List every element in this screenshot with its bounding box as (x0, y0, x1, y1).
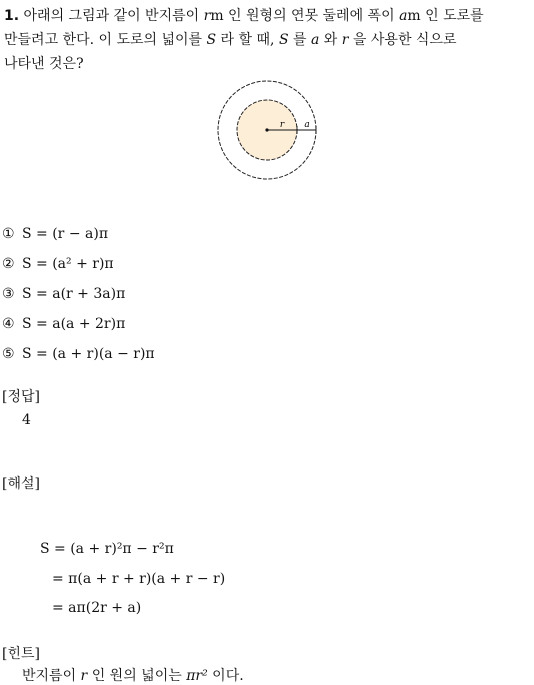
unit-m: m (407, 8, 421, 24)
answer-header: [정답] (2, 389, 40, 405)
hint-text-part: 반지름이 (22, 668, 81, 684)
option-number: ⑤ (2, 346, 15, 362)
option-text: S = a(a + 2r)π (22, 316, 126, 332)
option-number: ① (2, 226, 15, 242)
label-a: a (304, 120, 310, 130)
explanation-line-3: = aπ(2r + a) (52, 600, 142, 616)
explanation-header: [해설] (2, 476, 40, 492)
option-1[interactable] (2, 224, 108, 244)
hint-text-part: 이다. (207, 668, 244, 684)
option-number: ② (2, 256, 15, 272)
question-text-part: 을 사용한 식으로 (348, 32, 457, 48)
hint-formula: πr² (186, 668, 208, 684)
question-line-1 (4, 4, 530, 28)
question-line-3: 나타낸 것은? (4, 56, 84, 72)
question-text-part: 인 원형의 연못 둘레에 폭이 (223, 8, 400, 24)
option-number: ③ (2, 286, 15, 302)
variable-r: r (80, 668, 88, 684)
option-text: S = a(r + 3a)π (22, 286, 126, 302)
option-4[interactable] (2, 314, 125, 334)
hint-text-part: 인 원의 넓이는 (87, 668, 187, 684)
question-text-part: 인 도로를 (420, 8, 484, 24)
option-text: S = (r − a)π (22, 226, 109, 242)
variable-r: r (203, 8, 211, 24)
unit-m: m (210, 8, 224, 24)
option-text: S = (a² + r)π (22, 256, 114, 272)
option-2[interactable] (2, 254, 114, 274)
option-3[interactable] (2, 284, 125, 304)
variable-a: a (310, 32, 320, 48)
option-5[interactable] (2, 344, 155, 364)
question-line-2 (4, 28, 530, 52)
question-number: 1. (4, 8, 20, 24)
variable-S: S (278, 32, 289, 48)
option-number: ④ (2, 316, 15, 332)
question-text (4, 4, 530, 76)
question-text-part: 만들려고 한다. 이 도로의 넓이를 (4, 32, 207, 48)
question-text-part: 와 (319, 32, 342, 48)
hint-text (22, 665, 244, 685)
pond-figure (212, 78, 322, 182)
question-text-part: 라 할 때, (216, 32, 279, 48)
question-text-part: 를 (288, 32, 311, 48)
variable-S: S (206, 32, 217, 48)
explanation-line-1: S = (a + r)²π − r²π (40, 541, 174, 557)
option-text: S = (a + r)(a − r)π (22, 346, 155, 362)
explanation-line-2: = π(a + r + r)(a + r − r) (52, 571, 226, 587)
label-r: r (279, 120, 285, 130)
question-text-part: 아래의 그림과 같이 반지름이 (23, 8, 204, 24)
answer-value: 4 (22, 412, 31, 428)
variable-r: r (341, 32, 349, 48)
variable-a: a (399, 8, 408, 24)
hint-header: [힌트] (2, 646, 40, 662)
